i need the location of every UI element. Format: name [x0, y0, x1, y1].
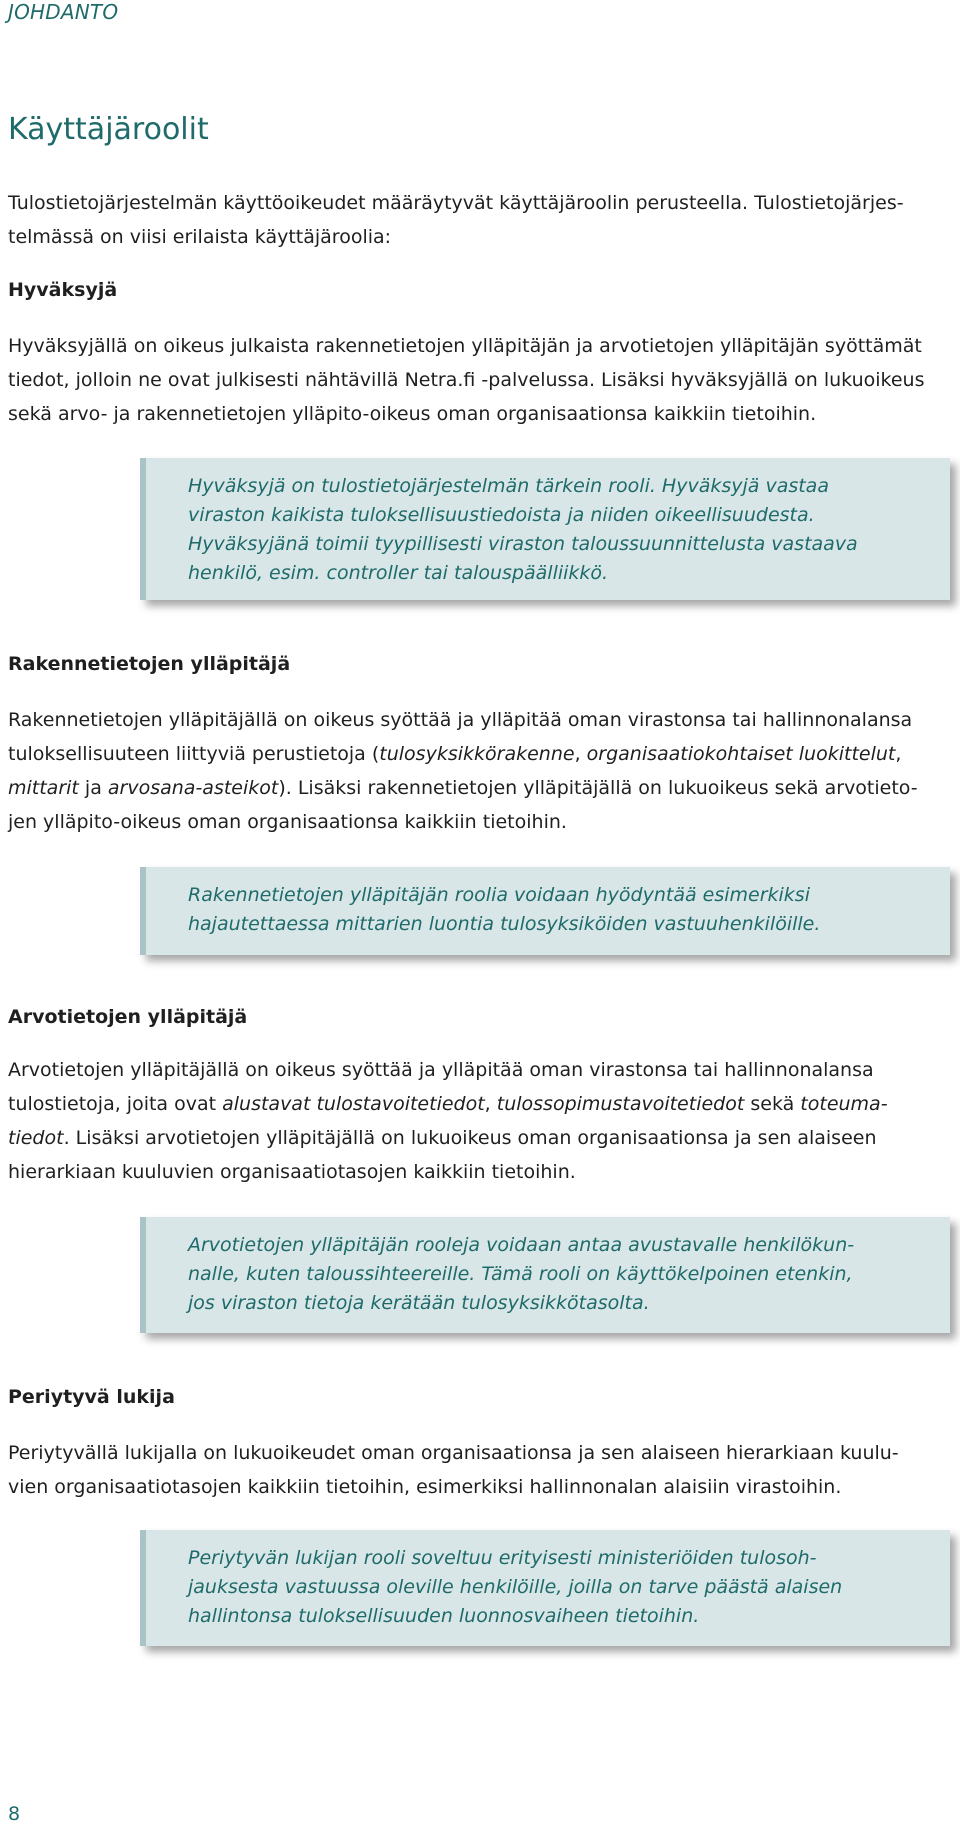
italic-term: organisaatiokohtaiset luokittelut: [586, 743, 896, 765]
italic-term: tulossopimustavoitetiedot: [496, 1093, 745, 1115]
text-fragment: . Lisäksi arvotietojen ylläpitäjällä on lukuoikeus oman organisaationsa ja sen alaiseen: [63, 1127, 877, 1149]
text-line: vien organisaatiotasojen kaikkiin tietoihin, esimerkiksi hallinnonalan alaisiin virastoihin.: [8, 1476, 842, 1498]
italic-term: arvosana-asteikot: [107, 777, 279, 799]
text-line: Periytyvällä lukijalla on lukuoikeudet oman organisaationsa ja sen alaiseen hierarkiaan kuulu-: [8, 1442, 899, 1464]
text-fragment: ja: [78, 777, 108, 799]
callout-line: jos viraston tietoja kerätään tulosyksikkötasolta.: [188, 1292, 650, 1314]
callout-line: nalle, kuten taloussihteereille. Tämä rooli on käyttökelpoinen etenkin,: [188, 1263, 853, 1285]
callout-line: henkilö, esim. controller tai talouspäälliikkö.: [188, 562, 609, 584]
callout-line: hajautettaessa mittarien luontia tulosyksiköiden vastuuhenkilöille.: [188, 913, 821, 935]
running-head: JOHDANTO: [8, 0, 119, 24]
italic-term: mittarit: [8, 777, 79, 799]
text-fragment: ,: [484, 1093, 497, 1115]
text-line: tuloksellisuuteen liittyviä perustietoja (: [8, 743, 380, 765]
section-heading-rakennetietojen-yllapitaja: Rakennetietojen ylläpitäjä: [8, 653, 291, 675]
text-line: Hyväksyjällä on oikeus julkaista rakennetietojen ylläpitäjän ja arvotietojen ylläpitäjän syöttämät: [8, 335, 922, 357]
text-line: jen ylläpito-oikeus oman organisaationsa kaikkiin tietoihin.: [8, 811, 567, 833]
callout-line: Hyväksyjänä toimii tyypillisesti viraston taloussuunnittelusta vastaava: [188, 533, 858, 555]
text-line: Rakennetietojen ylläpitäjällä on oikeus syöttää ja ylläpitää oman virastonsa tai hallinnonalansa: [8, 709, 913, 731]
text-fragment: ,: [895, 743, 902, 765]
text-line: tiedot, jolloin ne ovat julkisesti nähtävillä Netra.fi -palvelussa. Lisäksi hyväksyjällä on lukuoikeus: [8, 369, 925, 391]
text-line: hierarkiaan kuuluvien organisaatiotasojen kaikkiin tietoihin.: [8, 1161, 576, 1183]
callout-line: viraston kaikista tuloksellisuustiedoista ja niiden oikeellisuudesta.: [188, 504, 815, 526]
callout-line: hallintonsa tuloksellisuuden luonnosvaiheen tietoihin.: [188, 1605, 700, 1627]
text-fragment: sekä: [744, 1093, 801, 1115]
page-title: Käyttäjäroolit: [8, 112, 209, 147]
section-heading-periytyva-lukija: Periytyvä lukija: [8, 1386, 175, 1408]
text-fragment: tulostietoja, joita ovat: [8, 1093, 223, 1115]
callout-arvotietojen-yllapitaja: [140, 1217, 950, 1333]
text-line: telmässä on viisi erilaista käyttäjäroolia:: [8, 226, 392, 248]
section-heading-arvotietojen-yllapitaja: Arvotietojen ylläpitäjä: [8, 1006, 248, 1028]
callout-line: Arvotietojen ylläpitäjän rooleja voidaan antaa avustavalle henkilökun-: [188, 1234, 855, 1256]
callout-line: jauksesta vastuussa oleville henkilöille, joilla on tarve päästä alaisen: [188, 1576, 843, 1598]
italic-term: toteuma-: [800, 1093, 888, 1115]
italic-term: tiedot: [8, 1127, 64, 1149]
text-line: Tulostietojärjestelmän käyttöoikeudet määräytyvät käyttäjäroolin perusteella. Tulostietojärjes-: [8, 192, 904, 214]
callout-rakennetietojen-yllapitaja: [140, 867, 950, 955]
section-heading-hyvaksyja: Hyväksyjä: [8, 279, 118, 301]
callout-hyvaksyja: [140, 458, 950, 600]
section-body-rakennetietojen-yllapitaja: [8, 703, 948, 839]
callout-line: Periytyvän lukijan rooli soveltuu erityisesti ministeriöiden tulosoh-: [188, 1547, 817, 1569]
text-fragment: ). Lisäksi rakennetietojen ylläpitäjällä on lukuoikeus sekä arvotieto-: [278, 777, 918, 799]
page-number: 8: [8, 1803, 21, 1825]
text-fragment: ,: [574, 743, 587, 765]
callout-line: Rakennetietojen ylläpitäjän roolia voidaan hyödyntää esimerkiksi: [188, 884, 810, 906]
section-body-hyvaksyja: [8, 329, 948, 431]
text-line: sekä arvo- ja rakennetietojen ylläpito-oikeus oman organisaationsa kaikkiin tietoihin.: [8, 403, 817, 425]
text-line: Arvotietojen ylläpitäjällä on oikeus syöttää ja ylläpitää oman virastonsa tai hallinnonalansa: [8, 1059, 874, 1081]
section-body-arvotietojen-yllapitaja: [8, 1053, 948, 1189]
callout-line: Hyväksyjä on tulostietojärjestelmän tärkein rooli. Hyväksyjä vastaa: [188, 475, 829, 497]
italic-term: tulosyksikkörakenne: [379, 743, 575, 765]
intro-paragraph: [8, 186, 948, 254]
section-body-periytyva-lukija: [8, 1436, 948, 1504]
callout-periytyva-lukija: [140, 1530, 950, 1646]
italic-term: alustavat tulostavoitetiedot: [222, 1093, 485, 1115]
